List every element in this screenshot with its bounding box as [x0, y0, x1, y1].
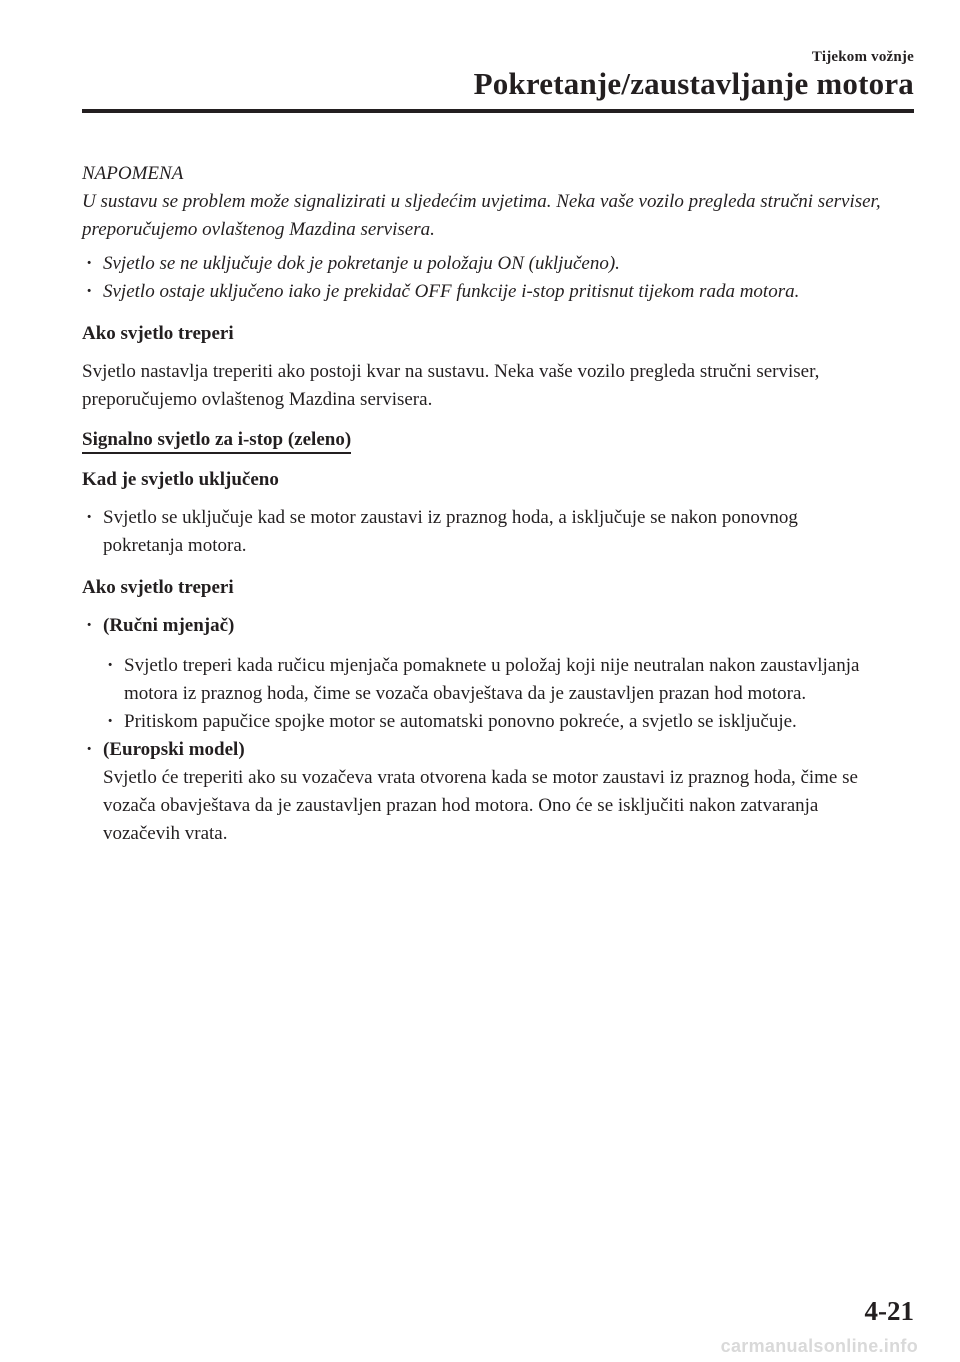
- note-box: [82, 160, 882, 306]
- note-bullet-list: [82, 250, 882, 306]
- european-model-label: (Europski model): [103, 739, 245, 760]
- note-intro: U sustavu se problem može signalizirati u sljedećim uvjetima. Neka vaše vozilo pregleda stručni serviser, preporučujemo ovlaštenog Mazdina servisera.: [82, 191, 881, 240]
- european-model-item: [82, 736, 882, 848]
- light-on-list: [82, 504, 882, 560]
- manual-bullet-list: [103, 652, 882, 736]
- flashing-text: Svjetlo nastavlja treperiti ako postoji kvar na sustavu. Neka vaše vozilo pregleda stručni serviser, preporučujemo ovlaštenog Mazdina servisera.: [82, 361, 820, 410]
- flashing-cases-list: [82, 612, 882, 848]
- flashing-heading: Ako svjetlo treperi: [82, 323, 234, 344]
- page-content: [82, 160, 882, 848]
- light-on-bullet: · Svjetlo se uključuje kad se motor zaustavi iz praznog hoda, a isključuje se nakon ponovnog pokretanja motora.: [82, 504, 882, 560]
- manual-bullet: · Pritiskom papučice spojke motor se automatski ponovno pokreće, a svjetlo se isključuje.: [103, 708, 882, 736]
- section-label: Tijekom vožnje: [811, 49, 914, 65]
- manual-transmission-label: (Ručni mjenjač): [103, 615, 235, 636]
- european-model-text: Svjetlo će treperiti ako su vozačeva vrata otvorena kada se motor zaustavi iz praznog hoda, čime se vozača obavještava da je zaustavljen prazan hod motora. Ono će se isključiti nakon zatvaranja vozačevih vrata.: [103, 767, 858, 844]
- page-number: 4-21: [864, 1296, 914, 1326]
- manual-bullet: · Svjetlo treperi kada ručicu mjenjača pomaknete u položaj koji nije neutralan nakon zaustavljanja motora iz praznog hoda, čime se vozača obavještava da je zaustavljen prazan hod motora.: [103, 652, 882, 708]
- page-title: Pokretanje/zaustavljanje motora: [473, 66, 914, 101]
- watermark: carmanualsonline.info: [720, 1336, 918, 1356]
- note-title: NAPOMENA: [82, 163, 184, 184]
- green-flashing-heading: Ako svjetlo treperi: [82, 577, 234, 598]
- light-on-heading: Kad je svjetlo uključeno: [82, 469, 279, 490]
- note-bullet: · Svjetlo se ne uključuje dok je pokretanje u položaju ON (uključeno).: [82, 250, 882, 278]
- manual-transmission-item: [82, 612, 882, 736]
- header-rule: [82, 109, 914, 113]
- green-indicator-heading: Signalno svjetlo za i-stop (zeleno): [82, 428, 351, 454]
- note-bullet: · Svjetlo ostaje uključeno iako je prekidač OFF funkcije i-stop pritisnut tijekom rada motora.: [82, 278, 882, 306]
